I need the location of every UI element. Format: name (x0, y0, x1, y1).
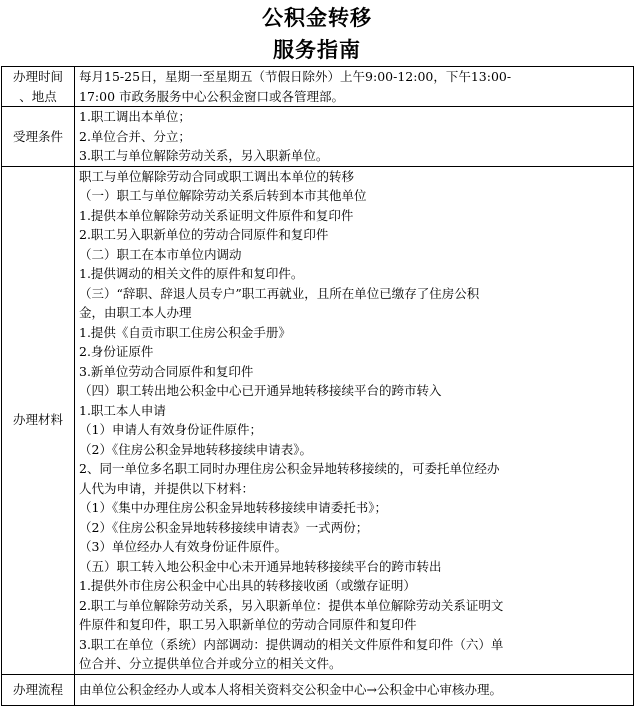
row-label-line: 办理材料 (12, 412, 63, 428)
content-line: （二）职工在本市单位内调动 (79, 246, 242, 262)
row-label (2, 166, 75, 674)
content-line: （3）单位经办人有效身份证件原件。 (79, 539, 287, 554)
page-subtitle: 服务指南 (273, 38, 361, 62)
content-line: （五）职工转入地公积金中心未开通异地转移接续平台的跨市转出 (79, 558, 442, 574)
content-line: 2.身份证原件 (79, 344, 154, 359)
row-label (2, 107, 75, 167)
content-line: 2.职工另入职新单位的劳动合同原件和复印件 (79, 227, 329, 242)
row-conditions (2, 107, 634, 167)
content-line: （2）《住房公积金异地转移接续申请表》一式两份； (79, 519, 369, 535)
content-line: 3.职工与单位解除劳动关系，另入职新单位。 (79, 148, 329, 163)
content-line: （1）申请人有效身份证件原件； (79, 422, 262, 437)
content-line: 2.职工与单位解除劳动关系，另入职新单位：提供本单位解除劳动关系证明文 (79, 597, 504, 613)
content-line: （2）《住房公积金异地转移接续申请表》。 (79, 441, 312, 457)
content-line: （四）职工转出地公积金中心已开通异地转移接续平台的跨市转入 (79, 383, 442, 398)
content-line: 人代为申请，并提供以下材料： (79, 480, 255, 496)
content-line: 2.单位合并、分立； (79, 128, 191, 144)
content-line: 1.提供外市住房公积金中心出具的转移接收函（或缴存证明） (79, 578, 416, 593)
content-line: 3.新单位劳动合同原件和复印件 (79, 363, 254, 379)
content-line: 每月15-25日，星期一至星期五（节假日除外）上午9:00-12:00，下午13:00- (79, 69, 512, 84)
content-line: 2、同一单位多名职工同时办理住房公积金异地转移接续的，可委托单位经办 (79, 461, 500, 476)
row-content (75, 674, 634, 705)
content-line: （1）《集中办理住房公积金异地转移接续申请委托书》； (79, 500, 387, 515)
row-label-line: 办理流程 (12, 681, 63, 697)
content-line: 1.提供本单位解除劳动关系证明文件原件和复印件 (79, 207, 354, 223)
content-line: 件原件和复印件，职工另入职新单位的劳动合同原件和复印件 (79, 617, 417, 632)
row-content (75, 67, 634, 107)
content-line: 1.提供《自贡市职工住房公积金手册》 (79, 324, 291, 340)
row-label-line: 办理时间 (12, 69, 63, 84)
content-line: 位合并、分立提供单位合并或分立的相关文件。 (79, 656, 342, 671)
content-line: 3.职工在单位（系统）内部调动：提供调动的相关文件原件和复印件（六）单 (79, 636, 504, 652)
content-line: （三）“辞职、辞退人员专户”职工再就业，且所在单位已缴存了住房公积 (79, 285, 480, 301)
content-line: 由单位公积金经办人或本人将相关资料交公积金中心→公积金中心审核办理。 (79, 681, 502, 697)
row-materials (2, 166, 634, 674)
content-line: 17:00 市政务服务中心公积金窗口或各管理部。 (79, 88, 344, 104)
content-line: 金，由职工本人办理 (79, 305, 192, 320)
content-line: 1.职工调出本单位； (79, 109, 191, 124)
page-title: 公积金转移 (262, 6, 372, 30)
row-time-location (2, 67, 634, 107)
row-content (75, 107, 634, 167)
guide-table (1, 66, 634, 706)
content-line: 1.提供调动的相关文件的原件和复印件。 (79, 266, 304, 281)
row-label (2, 67, 75, 107)
content-line: （一）职工与单位解除劳动关系后转到本市其他单位 (79, 188, 367, 203)
row-label-line: 、地点 (19, 88, 57, 104)
row-label (2, 674, 75, 705)
content-line: 1.职工本人申请 (79, 402, 166, 418)
row-label-line: 受理条件 (12, 128, 63, 144)
row-content (75, 166, 634, 674)
row-process (2, 674, 634, 705)
content-line: 职工与单位解除劳动合同或职工调出本单位的转移 (79, 168, 355, 184)
